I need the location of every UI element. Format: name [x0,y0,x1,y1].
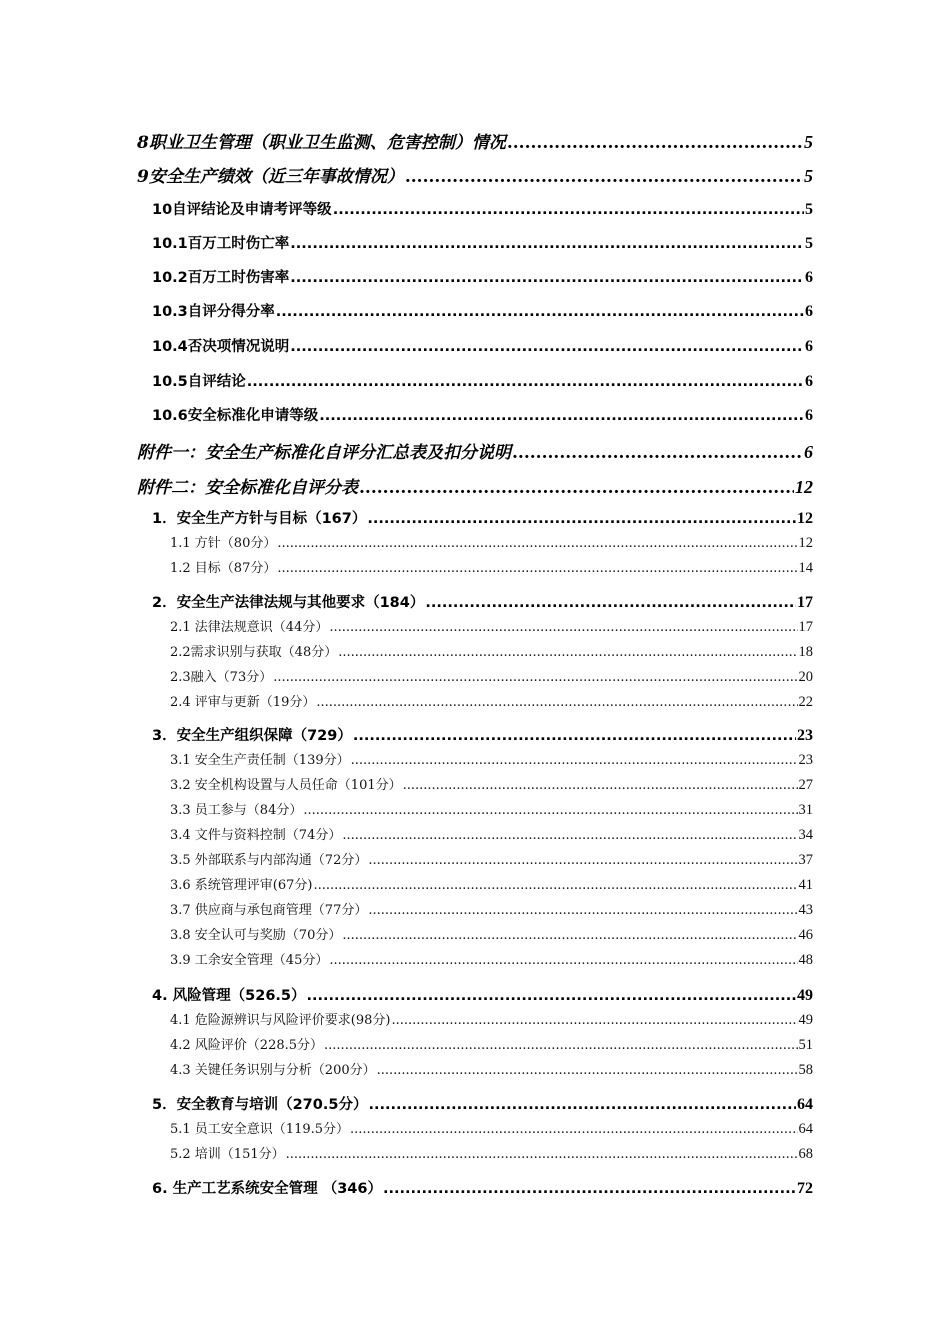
toc-entry-page-number: 23 [797,727,813,744]
toc-entry-page-number: 20 [798,669,813,685]
toc-entry[interactable] [170,824,813,844]
toc-entry-page-number: 72 [797,1180,813,1197]
dot-leader [273,670,797,685]
toc-entry[interactable] [170,532,813,552]
toc-entry[interactable] [170,557,813,577]
toc-entry[interactable] [137,162,813,186]
toc-entry-title: 10.6安全标准化申请等级 [152,408,319,424]
toc-entry-page-number: 6 [805,407,813,424]
toc-entry-title: 9安全生产绩效（近三年事故情况） [137,167,404,186]
toc-entry-page-number: 17 [798,619,813,635]
toc-entry-page-number: 51 [798,1037,813,1053]
dot-leader [324,1038,797,1053]
toc-entry-title: 6. 生产工艺系统安全管理 （346） [152,1181,382,1197]
toc-entry[interactable] [170,1009,813,1029]
toc-entry-title: 3.1 安全生产责任制（139分） [170,753,350,768]
toc-entry-title: 1．安全生产方针与目标（167） [152,511,367,527]
toc-entry[interactable] [170,666,813,686]
toc-entry-title: 3.8 安全认可与奖励（70分） [170,928,342,943]
toc-entry-title: 10自评结论及申请考评等级 [152,202,332,218]
toc-entry-page-number: 23 [798,752,813,768]
toc-entry-page-number: 5 [804,132,813,152]
dot-leader [512,443,803,462]
dot-leader [276,304,804,320]
dot-leader [368,853,797,868]
toc-entry[interactable] [170,924,813,944]
toc-entry-title: 10.2百万工时伤害率 [152,270,290,286]
toc-entry[interactable] [170,799,813,819]
toc-entry-title: 1.1 方针（80分） [170,536,277,551]
toc-entry[interactable] [152,198,813,220]
toc-entry-page-number: 68 [798,1146,813,1162]
toc-entry[interactable] [152,1093,813,1115]
toc-entry-title: 3.6 系统管理评审(67分) [170,878,313,893]
dot-leader [342,928,797,943]
dot-leader [316,695,797,710]
toc-entry-page-number: 48 [798,952,813,968]
dot-leader [403,778,798,793]
toc-entry-title: 2.1 法律法规意识（44分） [170,620,329,635]
dot-leader [329,620,797,635]
dot-leader [425,595,796,611]
toc-entry[interactable] [152,370,813,392]
toc-entry[interactable] [170,1118,813,1138]
toc-entry[interactable] [152,507,813,529]
toc-entry[interactable] [152,591,813,613]
dot-leader [286,1147,798,1162]
toc-entry[interactable] [170,874,813,894]
toc-entry-page-number: 12 [795,477,813,497]
toc-entry-title: 2．安全生产法律法规与其他要求（184） [152,595,425,611]
dot-leader [368,1097,796,1113]
toc-entry-title: 3.2 安全机构设置与人员任命（101分） [170,778,402,793]
dot-leader [367,511,796,527]
toc-entry-title: 5.2 培训（151分） [170,1147,285,1162]
toc-entry-page-number: 27 [798,777,813,793]
dot-leader [307,988,796,1004]
toc-entry-page-number: 6 [805,373,813,390]
toc-entry-page-number: 6 [805,269,813,286]
dot-leader [319,408,804,424]
toc-entry[interactable] [170,616,813,636]
dot-leader [290,339,804,355]
toc-entry[interactable] [137,473,813,497]
toc-entry[interactable] [170,899,813,919]
toc-entry-page-number: 5 [805,201,813,218]
toc-entry[interactable] [137,438,813,462]
toc-entry[interactable] [137,128,813,152]
dot-leader [377,1063,798,1078]
toc-entry-title: 1.2 目标（87分） [170,561,277,576]
toc-entry[interactable] [170,691,813,711]
toc-entry-page-number: 41 [798,877,813,893]
toc-entry-title: 4.2 风险评价（228.5分） [170,1038,324,1053]
toc-entry-page-number: 6 [805,338,813,355]
dot-leader [277,536,797,551]
toc-entry-title: 8职业卫生管理（职业卫生监测、危害控制）情况 [137,133,506,152]
toc-entry-page-number: 49 [797,987,813,1004]
toc-entry-page-number: 58 [798,1062,813,1078]
toc-entry[interactable] [152,266,813,288]
toc-entry-page-number: 14 [798,560,813,576]
toc-entry[interactable] [170,774,813,794]
toc-entry-title: 10.5自评结论 [152,374,246,390]
dot-leader [405,167,803,186]
toc-entry-title: 10.1百万工时伤亡率 [152,236,290,252]
toc-entry-title: 10.3自评分得分率 [152,304,275,320]
dot-leader [353,728,796,744]
toc-entry-title: 2.3融入（73分） [170,670,273,685]
dot-leader [383,1181,796,1197]
dot-leader [368,903,797,918]
dot-leader [290,270,804,286]
toc-entry[interactable] [152,724,813,746]
dot-leader [507,133,803,152]
toc-entry[interactable] [170,1034,813,1054]
toc-entry-title: 4.3 关键任务识别与分析（200分） [170,1063,376,1078]
toc-entry-title: 2.4 评审与更新（19分） [170,695,316,710]
dot-leader [314,878,798,893]
dot-leader [342,828,797,843]
toc-entry[interactable] [152,232,813,254]
toc-entry-title: 3.5 外部联系与内部沟通（72分） [170,853,368,868]
toc-entry[interactable] [170,749,813,769]
toc-entry-page-number: 22 [798,694,813,710]
toc-entry[interactable] [152,984,813,1006]
toc-entry-page-number: 12 [797,510,813,527]
toc-entry-page-number: 5 [805,235,813,252]
toc-entry-title: 3.9 工余安全管理（45分） [170,953,329,968]
toc-entry-page-number: 18 [798,644,813,660]
toc-entry-title: 3.7 供应商与承包商管理（77分） [170,903,368,918]
toc-entry-title: 3．安全生产组织保障（729） [152,728,352,744]
toc-entry[interactable] [152,404,813,426]
toc-entry-page-number: 43 [798,902,813,918]
toc-entry-title: 4.1 危险源辨识与风险评价要求(98分) [170,1013,391,1028]
dot-leader [290,236,804,252]
toc-entry[interactable] [152,335,813,357]
toc-entry-page-number: 5 [804,166,813,186]
toc-entry-title: 10.4否决项情况说明 [152,339,290,355]
dot-leader [303,803,797,818]
toc-entry-title: 附件二：安全标准化自评分表 [137,478,358,497]
toc-entry[interactable] [170,1143,813,1163]
dot-leader [359,478,794,497]
toc-entry[interactable] [170,641,813,661]
toc-entry[interactable] [170,1059,813,1079]
dot-leader [350,1122,797,1137]
dot-leader [247,374,804,390]
toc-entry[interactable] [170,949,813,969]
dot-leader [333,202,804,218]
toc-entry[interactable] [170,849,813,869]
toc-entry-title: 3.4 文件与资料控制（74分） [170,828,342,843]
dot-leader [392,1013,798,1028]
toc-entry-title: 4. 风险管理（526.5） [152,988,306,1004]
toc-entry-page-number: 12 [798,535,813,551]
toc-entry-page-number: 37 [798,852,813,868]
dot-leader [338,645,797,660]
toc-entry-title: 5．安全教育与培训（270.5分） [152,1097,368,1113]
toc-entry[interactable] [152,1177,813,1199]
dot-leader [277,561,797,576]
toc-entry-page-number: 64 [797,1096,813,1113]
toc-entry-page-number: 49 [798,1012,813,1028]
dot-leader [329,953,797,968]
toc-entry-title: 5.1 员工安全意识（119.5分） [170,1122,350,1137]
toc-entry-title: 2.2需求识别与获取（48分） [170,645,338,660]
toc-entry-page-number: 34 [798,827,813,843]
toc-entry-page-number: 31 [798,802,813,818]
toc-entry-title: 3.3 员工参与（84分） [170,803,303,818]
dot-leader [351,753,798,768]
toc-entry-title: 附件一：安全生产标准化自评分汇总表及扣分说明 [137,443,511,462]
toc-entry-page-number: 6 [805,303,813,320]
toc-entry-page-number: 17 [797,594,813,611]
toc-entry-page-number: 64 [798,1121,813,1137]
toc-entry-page-number: 46 [798,927,813,943]
toc-entry-page-number: 6 [804,442,813,462]
toc-entry[interactable] [152,300,813,322]
